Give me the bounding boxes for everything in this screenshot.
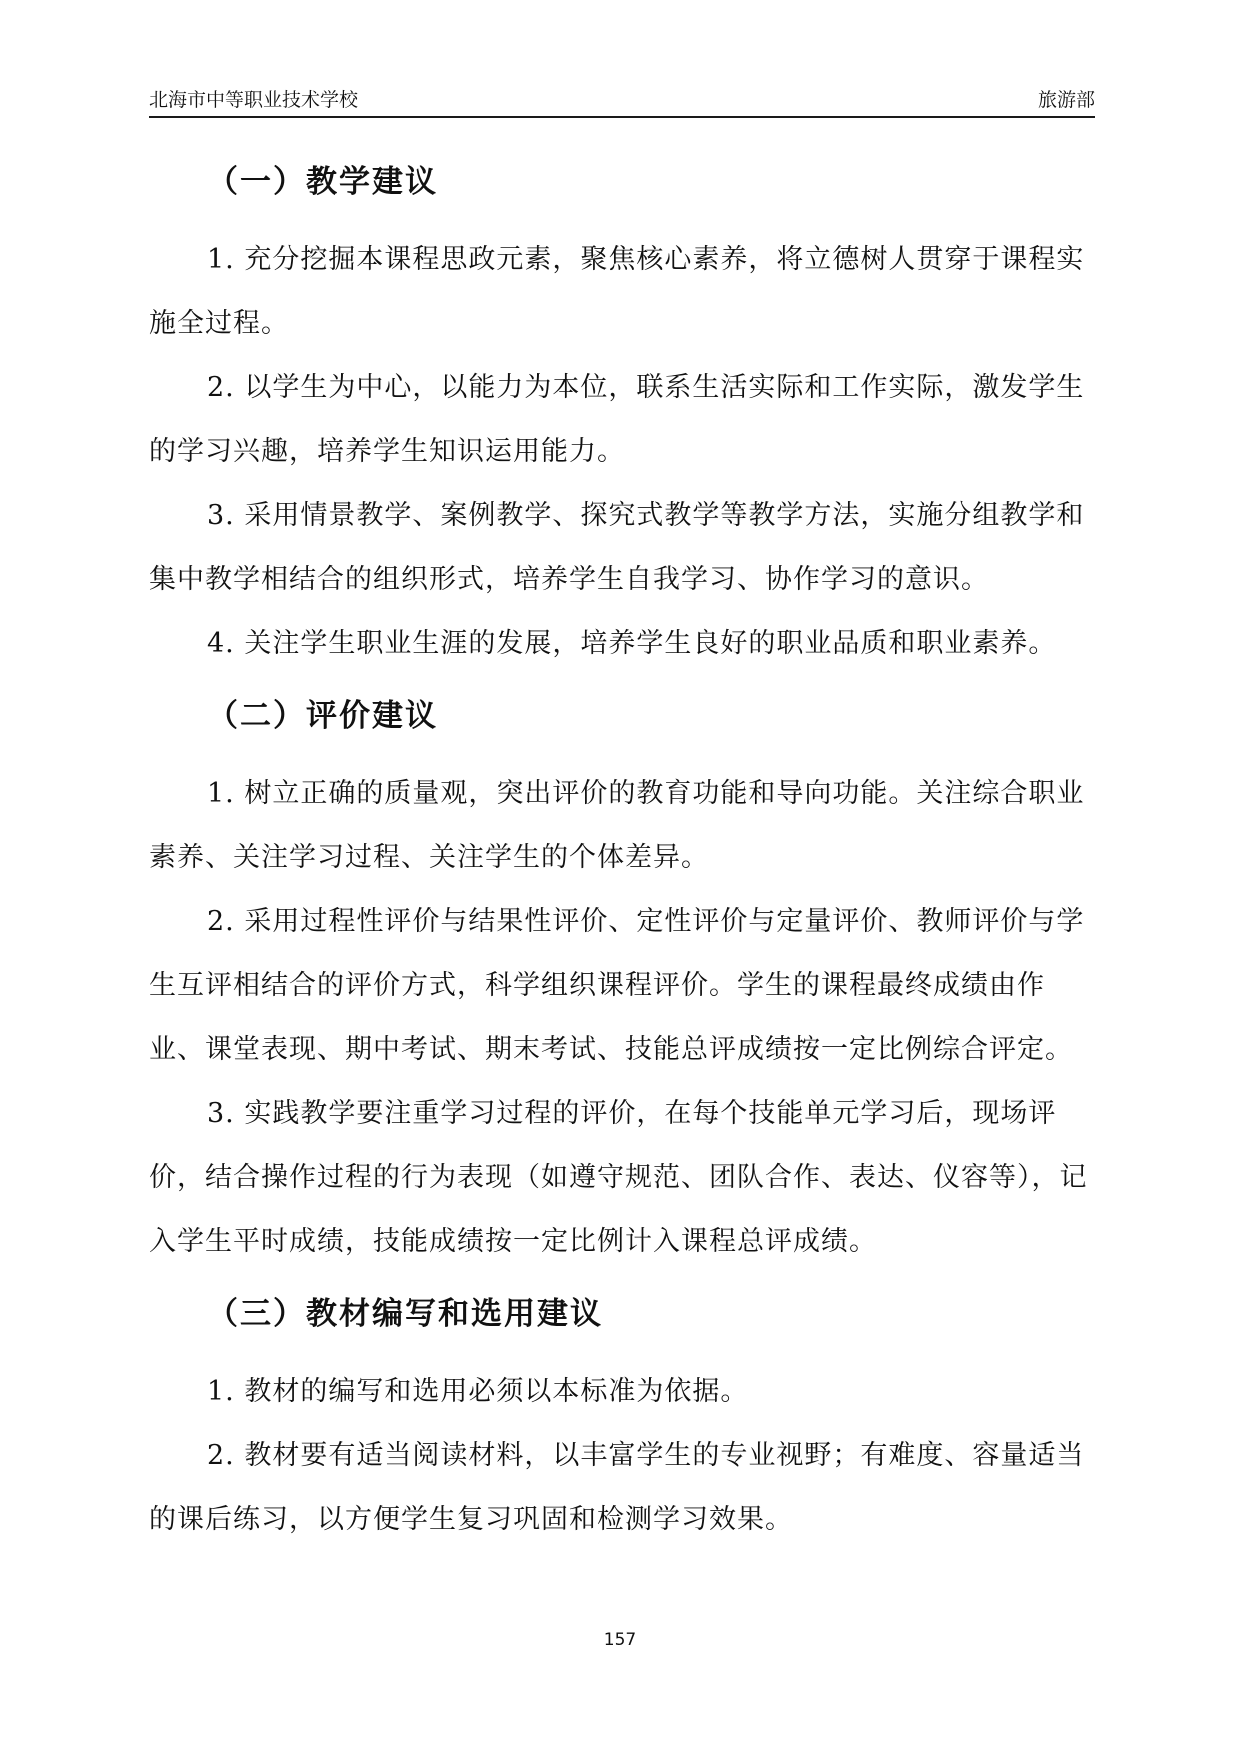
document-body [149,150,1095,1552]
paragraph: 1. 充分挖掘本课程思政元素，聚焦核心素养，将立德树人贯穿于课程实施全过程。 [149,244,1085,339]
paragraph: 3. 采用情景教学、案例教学、探究式教学等教学方法，实施分组教学和集中教学相结合的组织形式，培养学生自我学习、协作学习的意识。 [149,500,1085,595]
section-textbook-suggestions [149,1282,1095,1552]
page-header [149,84,1095,118]
paragraph: 4. 关注学生职业生涯的发展，培养学生良好的职业品质和职业素养。 [207,628,1057,659]
paragraph: 3. 实践教学要注重学习过程的评价，在每个技能单元学习后，现场评价，结合操作过程的行为表现（如遵守规范、团队合作、表达、仪容等），记入学生平时成绩，技能成绩按一定比例计入课程总评成绩。 [149,1098,1088,1257]
paragraph: 1. 树立正确的质量观，突出评价的教育功能和导向功能。关注综合职业素养、关注学习过程、关注学生的个体差异。 [149,778,1085,873]
paragraph: 2. 以学生为中心，以能力为本位，联系生活实际和工作实际，激发学生的学习兴趣，培养学生知识运用能力。 [149,372,1085,467]
section-teaching-suggestions [149,150,1095,676]
paragraph: 1. 教材的编写和选用必须以本标准为依据。 [207,1376,749,1407]
school-name: 北海市中等职业技术学校 [149,89,359,111]
section-heading: （二）评价建议 [207,698,438,734]
paragraph: 2. 采用过程性评价与结果性评价、定性评价与定量评价、教师评价与学生互评相结合的评价方式，科学组织课程评价。学生的课程最终成绩由作业、课堂表现、期中考试、期末考试、技能总评成绩按一定比例综合评定。 [149,906,1085,1065]
section-evaluation-suggestions [149,684,1095,1274]
section-heading: （三）教材编写和选用建议 [207,1296,603,1332]
section-heading: （一）教学建议 [207,164,438,200]
page-number: 157 [603,1630,637,1650]
paragraph: 2. 教材要有适当阅读材料，以丰富学生的专业视野；有难度、容量适当的课后练习，以方便学生复习巩固和检测学习效果。 [149,1440,1085,1535]
department-name: 旅游部 [1037,89,1095,111]
